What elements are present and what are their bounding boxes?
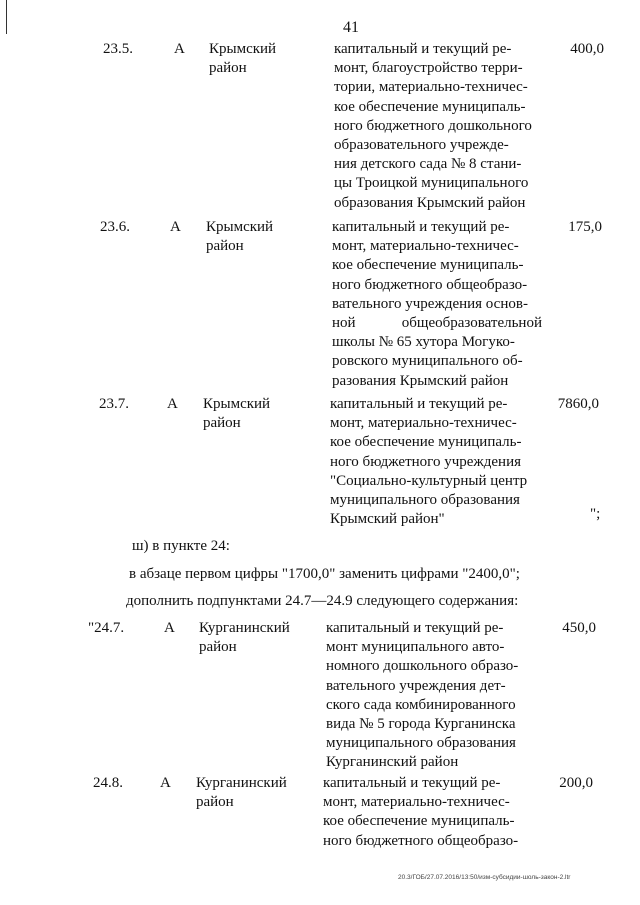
- row-number: 23.5.: [103, 41, 133, 57]
- district-line: Курганинский: [199, 620, 290, 636]
- description-line: ровского муниципального об-: [332, 353, 523, 370]
- description-line: капитальный и текущий ре-: [326, 620, 504, 636]
- description-line: кое обеспечение муниципаль-: [334, 98, 526, 115]
- description-line: вида № 5 города Курганинска: [326, 716, 516, 733]
- description-line: ного бюджетного дошкольного: [334, 117, 532, 134]
- district-line: Крымский: [209, 41, 277, 57]
- row-description: [332, 218, 542, 391]
- row-description: [330, 395, 540, 529]
- district-line: район: [199, 639, 237, 656]
- page-number: 41: [343, 19, 359, 36]
- row-description: [334, 40, 544, 213]
- description-line: монт муниципального авто-: [326, 639, 505, 656]
- description-line: ского сада комбинированного: [326, 696, 516, 713]
- description-line: монт, материально-техничес-: [330, 415, 517, 432]
- district-line: Курганинский: [196, 775, 287, 791]
- description-line: вательного учреждения основ-: [332, 295, 528, 312]
- description-line: Курганинский район: [326, 754, 459, 771]
- row-number: 23.6.: [100, 219, 130, 235]
- row-district: [196, 774, 306, 812]
- description-line: муниципального образования: [326, 735, 516, 752]
- description-line: монт, материально-техничес-: [332, 238, 519, 255]
- description-line: школы № 65 хутора Могуко-: [332, 334, 515, 351]
- row-amount: 7860,0: [557, 396, 599, 412]
- row-code: А: [170, 219, 181, 235]
- row-description: [326, 619, 536, 773]
- description-line: кое обеспечение муниципаль-: [323, 813, 515, 830]
- description-line: ного бюджетного общеобразо-: [323, 832, 519, 849]
- description-line: ния детского сада № 8 стани-: [334, 156, 522, 173]
- description-line: ного бюджетного учреждения: [330, 453, 522, 470]
- description-line: разования Крымский район: [332, 372, 509, 389]
- description-line: кое обеспечение муниципаль-: [332, 257, 524, 274]
- description-line: Крымский район": [330, 511, 445, 528]
- row-district: [209, 40, 319, 78]
- row-description: [323, 774, 533, 851]
- row-code: А: [167, 396, 178, 412]
- description-line: капитальный и текущий ре-: [330, 396, 508, 412]
- row-code: А: [160, 775, 171, 791]
- closing-quote: ";: [590, 506, 601, 522]
- description-line: цы Троицкой муниципального: [334, 175, 529, 192]
- row-amount: 175,0: [568, 219, 602, 235]
- description-line: номного дошкольного образо-: [326, 658, 519, 675]
- description-line: образования Крымский район: [334, 194, 526, 211]
- row-code: А: [164, 620, 175, 636]
- description-line: монт, благоустройство терри-: [334, 60, 523, 77]
- description-line: ной общеобразовательной: [332, 315, 542, 332]
- district-line: Крымский: [203, 396, 271, 412]
- row-number: 23.7.: [99, 396, 129, 412]
- row-amount: 200,0: [559, 775, 593, 791]
- row-number: "24.7.: [88, 620, 125, 636]
- description-line: образовательного учрежде-: [334, 137, 509, 154]
- row-district: [199, 619, 309, 657]
- description-line: кое обеспечение муниципаль-: [330, 434, 522, 451]
- paragraph: в абзаце первом цифры "1700,0" заменить цифрами "2400,0";: [129, 566, 520, 582]
- row-amount: 450,0: [562, 620, 596, 636]
- page-edge-mark: [6, 0, 7, 34]
- description-line: муниципального образования: [330, 492, 520, 509]
- district-line: район: [206, 238, 244, 255]
- description-line: капитальный и текущий ре-: [332, 219, 510, 235]
- district-line: район: [209, 60, 247, 77]
- row-number: 24.8.: [93, 775, 123, 791]
- district-line: район: [196, 794, 234, 811]
- footer-stamp: 20.3/ГОБ/27.07.2016/13:50/изм-субсидии-шоль-закон-2.ltr: [398, 874, 571, 881]
- description-line: капитальный и текущий ре-: [323, 775, 501, 791]
- district-line: Крымский: [206, 219, 274, 235]
- description-line: тории, материально-техничес-: [334, 79, 528, 96]
- description-line: "Социально-культурный центр: [330, 472, 528, 489]
- row-district: [203, 395, 313, 433]
- description-line: монт, материально-техничес-: [323, 794, 510, 811]
- district-line: район: [203, 415, 241, 432]
- row-code: А: [174, 41, 185, 57]
- row-district: [206, 218, 316, 256]
- paragraph: ш) в пункте 24:: [132, 538, 230, 554]
- description-line: ного бюджетного общеобразо-: [332, 276, 528, 293]
- description-line: вательного учреждения дет-: [326, 677, 506, 694]
- row-amount: 400,0: [570, 41, 604, 57]
- paragraph: дополнить подпунктами 24.7—24.9 следующего содержания:: [126, 593, 519, 609]
- description-line: капитальный и текущий ре-: [334, 41, 512, 57]
